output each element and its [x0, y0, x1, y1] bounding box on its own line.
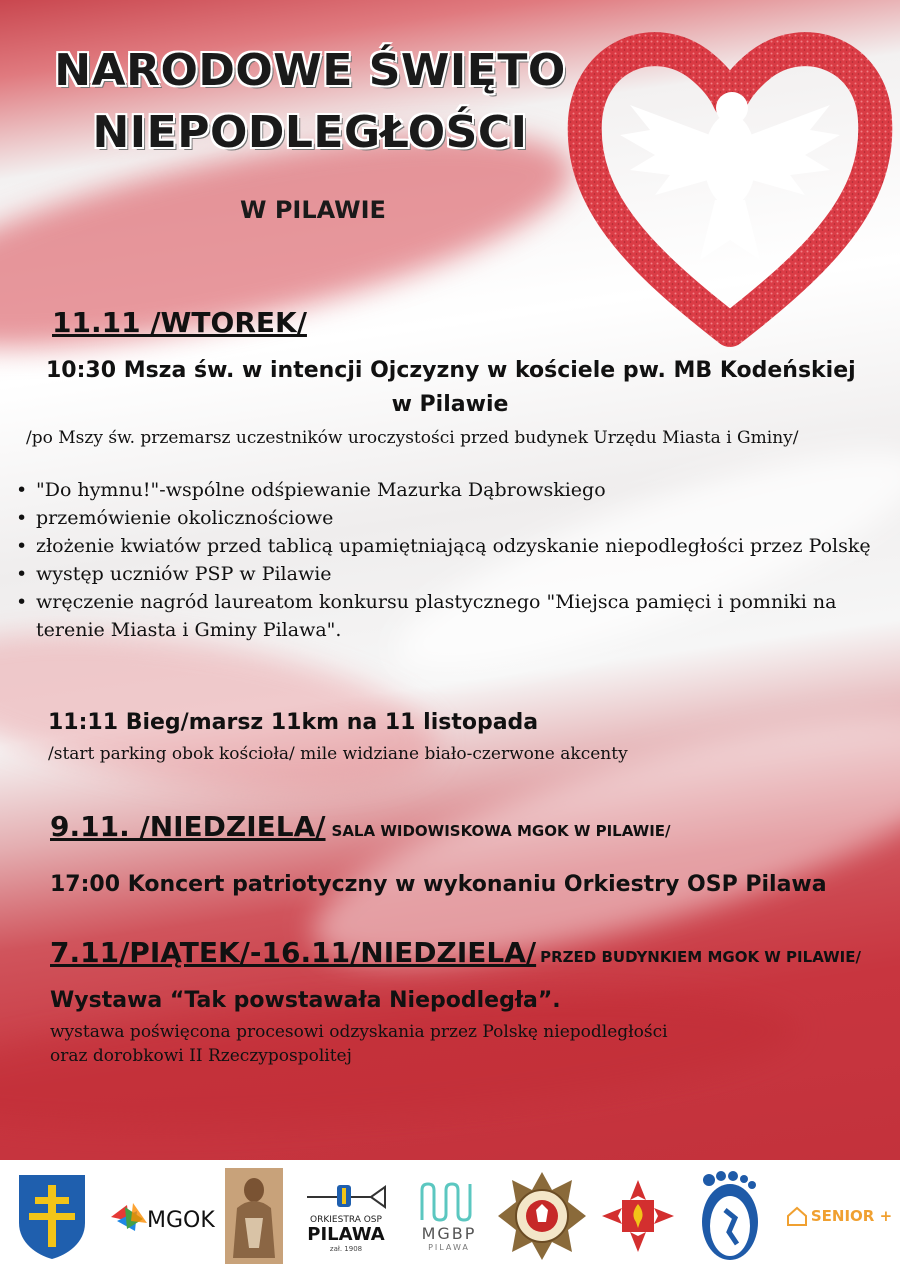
- orkiestra-line1: ORKIESTRA OSP: [310, 1215, 382, 1225]
- orkiestra-osp-logo: [296, 1168, 396, 1264]
- exhibition-heading: [50, 936, 861, 969]
- mgok-logo: [106, 1168, 218, 1264]
- mgbp-text: MGBP: [421, 1224, 477, 1243]
- page-title: [30, 40, 590, 164]
- day2-place: SALA WIDOWISKOWA MGOK W PILAWIE/: [331, 822, 671, 840]
- exhibition-desc-2: oraz dorobkowi II Rzeczypospolitej: [50, 1046, 352, 1066]
- title-line-1: NARODOWE ŚWIĘTO: [54, 45, 566, 96]
- day2-heading: [50, 810, 671, 843]
- orkiestra-line2: PILAWA: [307, 1224, 385, 1245]
- run-note: /start parking obok kościoła/ mile widziane biało-czerwone akcenty: [48, 744, 628, 764]
- list-item: • przemówienie okolicznościowe: [14, 504, 874, 532]
- mass-place: w Pilawie: [391, 392, 509, 417]
- mgbp-logo: [414, 1168, 484, 1264]
- day2-date: 9.11. /NIEDZIELA/: [50, 810, 326, 843]
- orkiestra-year: zał. 1908: [329, 1245, 363, 1253]
- exhibition-dates: 7.11/PIĄTEK/-16.11/NIEDZIELA/: [50, 936, 537, 969]
- ceremony-list: [14, 476, 874, 644]
- exhibition-place: PRZED BUDYNKIEM MGOK W PILAWIE/: [540, 948, 861, 966]
- sponsor-logos-bar: [0, 1160, 900, 1273]
- mgbp-sub: PILAWA: [428, 1243, 470, 1252]
- list-item: • złożenie kwiatów przed tablicą upamiętniającą odzyskanie niepodległości przez Polskę: [14, 532, 874, 560]
- senior-plus-logo: [784, 1168, 894, 1264]
- list-item: • "Do hymnu!"-wspólne odśpiewanie Mazurka Dąbrowskiego: [14, 476, 874, 504]
- subtitle: W PILAWIE: [240, 196, 386, 224]
- house-icon: [786, 1205, 808, 1227]
- senior-text: SENIOR +: [810, 1207, 893, 1225]
- exhibition-title: Wystawa “Tak powstawała Niepodległa”.: [50, 988, 561, 1013]
- osp-badge-logo: [494, 1168, 590, 1264]
- mass-line: 10:30 Msza św. w intencji Ojczyzny w kościele pw. MB Kodeńskiej: [46, 358, 856, 383]
- list-item: • występ uczniów PSP w Pilawie: [14, 560, 874, 588]
- exhibition-desc-1: wystawa poświęcona procesowi odzyskania przez Polskę niepodległości: [50, 1022, 668, 1042]
- day1-date-heading: 11.11 /WTOREK/: [52, 306, 307, 339]
- mgok-text: MGOK: [147, 1208, 215, 1233]
- run-title: 11:11 Bieg/marsz 11km na 11 listopada: [48, 710, 539, 735]
- title-line-2: NIEPODLEGŁOŚCI: [92, 107, 528, 158]
- eagle-heart-emblem: [560, 10, 900, 350]
- scout-cross-logo: [598, 1168, 678, 1264]
- concert-line: 17:00 Koncert patriotyczny w wykonaniu Orkiestry OSP Pilawa: [50, 872, 827, 897]
- pilawa-coat-of-arms-logo: [12, 1168, 92, 1264]
- madonna-icon-logo: [224, 1168, 284, 1264]
- list-item: • wręczenie nagród laureatom konkursu plastycznego "Miejsca pamięci i pomniki na terenie Miasta i Gminy Pilawa".: [14, 588, 874, 644]
- running-foot-logo: [690, 1168, 770, 1264]
- mass-note: /po Mszy św. przemarsz uczestników uroczystości przed budynek Urzędu Miasta i Gminy/: [26, 428, 799, 448]
